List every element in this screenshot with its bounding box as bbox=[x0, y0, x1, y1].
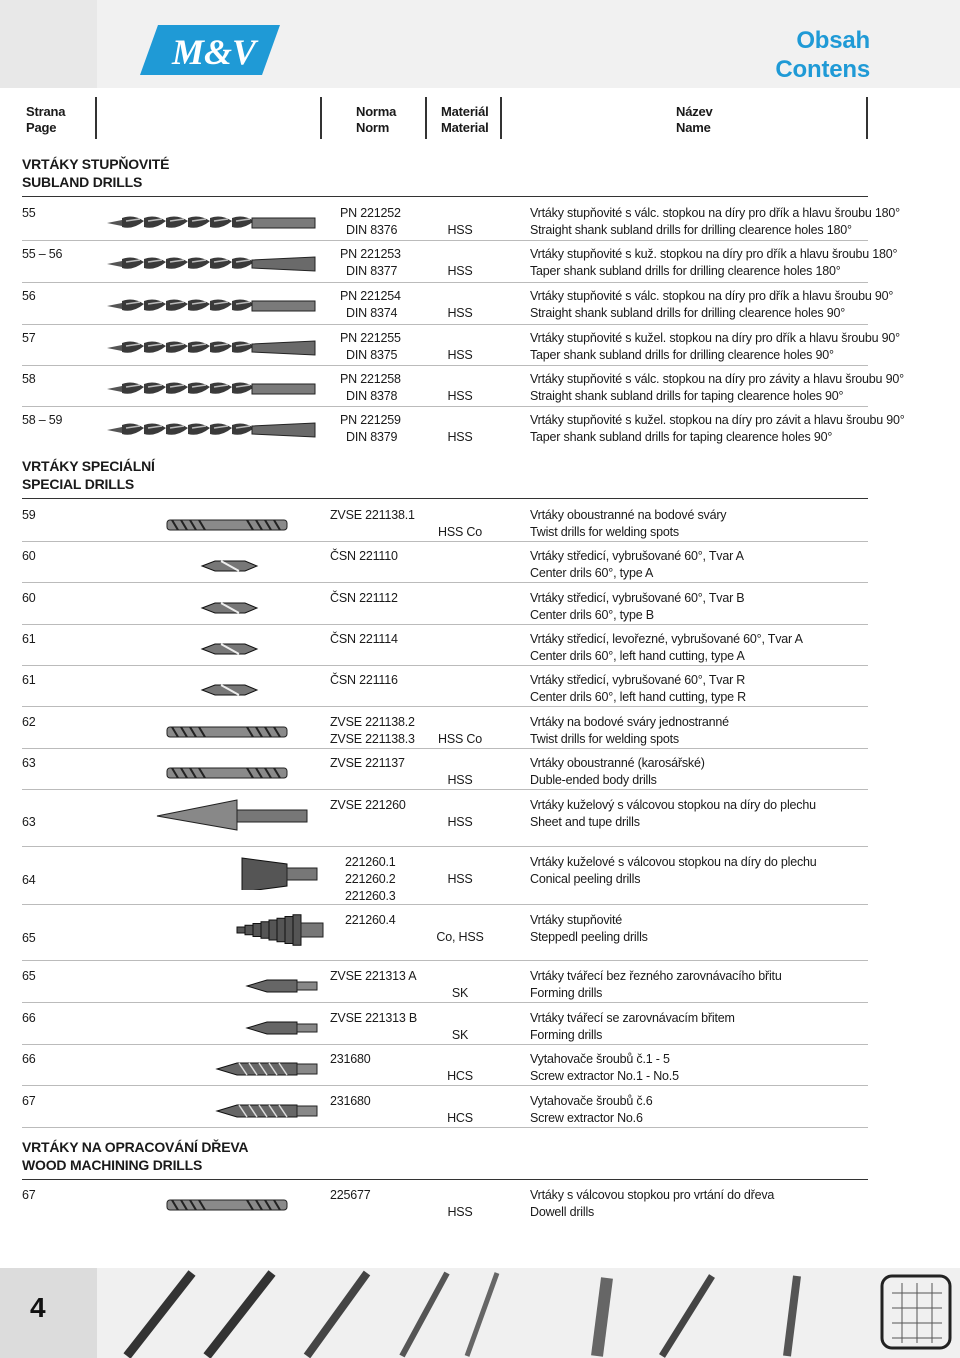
row-name bbox=[530, 412, 905, 446]
column-header bbox=[0, 97, 960, 139]
row-material: HCS bbox=[447, 1069, 473, 1083]
table-row bbox=[0, 548, 960, 584]
row-page: 58 bbox=[22, 372, 36, 386]
welding-spot-drill-icon bbox=[97, 714, 327, 750]
table-row bbox=[0, 288, 960, 324]
row-name-cs: Vrtáky středicí, vybrušované 60°, Tvar R bbox=[530, 673, 746, 687]
row-material: HSS bbox=[447, 348, 473, 362]
row-name-cs: Vrtáky stupňovité s kužel. stopkou na díry pro závit a hlavu šroubu 90° bbox=[530, 413, 905, 427]
row-page: 61 bbox=[22, 673, 36, 687]
row-page: 55 – 56 bbox=[22, 247, 63, 261]
row-page: 65 bbox=[22, 931, 36, 945]
row-material: HSS bbox=[447, 223, 473, 237]
row-name bbox=[530, 755, 705, 789]
row-page: 63 bbox=[22, 756, 36, 770]
row-norm: ČSN 221114 bbox=[330, 632, 398, 646]
row-norm: ZVSE 221138.1 bbox=[330, 508, 415, 522]
table-row bbox=[0, 590, 960, 626]
row-material: HSS bbox=[447, 264, 473, 278]
row-name-en: Taper shank subland drills for drilling clearence holes 90° bbox=[530, 348, 834, 362]
row-name-cs: Vrtáky tvářecí bez řezného zarovnávacího břitu bbox=[530, 969, 782, 983]
subland-drill-taper-icon bbox=[97, 330, 327, 366]
row-divider bbox=[22, 624, 868, 625]
row-name-en: Center drils 60°, left hand cutting, type A bbox=[530, 649, 745, 663]
row-material: HCS bbox=[447, 1111, 473, 1125]
row-name bbox=[530, 1093, 653, 1127]
row-name bbox=[530, 1187, 774, 1221]
table-row bbox=[0, 797, 960, 841]
row-name-en: Twist drills for welding spots bbox=[530, 525, 679, 539]
row-material: HSS bbox=[447, 1205, 473, 1219]
row-page: 66 bbox=[22, 1011, 36, 1025]
row-name bbox=[530, 854, 817, 888]
table-row bbox=[0, 371, 960, 407]
center-drill-icon bbox=[97, 548, 327, 584]
row-name-cs: Vrtáky středicí, levořezné, vybrušované 60°, Tvar A bbox=[530, 632, 803, 646]
row-material: HSS bbox=[447, 306, 473, 320]
section-divider bbox=[22, 498, 868, 499]
row-name bbox=[530, 205, 900, 239]
row-name-en: Dowell drills bbox=[530, 1205, 595, 1219]
row-material: SK bbox=[451, 1028, 469, 1042]
row-name-cs: Vrtáky středicí, vybrušované 60°, Tvar A bbox=[530, 549, 744, 563]
row-name-cs: Vrtáky stupňovité bbox=[530, 913, 623, 927]
row-norm: ZVSE 221313 A bbox=[330, 969, 417, 983]
row-norm: 225677 bbox=[330, 1188, 371, 1202]
conical-peeling-drill-icon bbox=[97, 854, 327, 890]
row-norm: ZVSE 221260 bbox=[330, 798, 406, 812]
svg-text:M&V: M&V bbox=[172, 32, 257, 72]
page-title bbox=[775, 26, 870, 84]
column-divider bbox=[95, 97, 97, 139]
row-page: 59 bbox=[22, 508, 36, 522]
row-material: HSS Co bbox=[438, 732, 482, 746]
row-material: HSS bbox=[447, 430, 473, 444]
row-name-en: Straight shank subland drills for taping clearence holes 90° bbox=[530, 389, 844, 403]
page-number: 4 bbox=[30, 1292, 46, 1323]
screw-extractor-icon bbox=[97, 1051, 327, 1087]
drill-illustration-icon bbox=[127, 1273, 797, 1356]
row-norm: PN 221258 DIN 8378 bbox=[340, 372, 401, 403]
row-divider bbox=[22, 789, 868, 790]
row-divider bbox=[22, 960, 868, 961]
row-name-cs: Vrtáky oboustranné na bodové sváry bbox=[530, 508, 727, 522]
table-row bbox=[0, 1187, 960, 1223]
row-page: 67 bbox=[22, 1188, 36, 1202]
column-divider bbox=[500, 97, 502, 139]
row-name-cs: Vrtáky stupňovité s kuž. stopkou na díry pro dřík a hlavu šroubu 180° bbox=[530, 247, 898, 261]
row-name-cs: Vrtáky tvářecí se zarovnávacím břitem bbox=[530, 1011, 735, 1025]
table-row bbox=[0, 246, 960, 282]
table-row bbox=[0, 205, 960, 241]
row-name bbox=[530, 548, 744, 582]
title-en: Contens bbox=[775, 56, 870, 83]
row-name bbox=[530, 590, 744, 624]
row-divider bbox=[22, 582, 868, 583]
row-page: 63 bbox=[22, 815, 36, 829]
forming-drill-icon bbox=[97, 1010, 327, 1046]
row-name-en: Sheet and tupe drills bbox=[530, 815, 640, 829]
row-norm: 221260.4 bbox=[345, 913, 396, 927]
row-page: 60 bbox=[22, 591, 36, 605]
row-norm: PN 221252 DIN 8376 bbox=[340, 206, 401, 237]
row-name-en: Duble-ended body drills bbox=[530, 773, 657, 787]
col-page: Strana Page bbox=[26, 104, 66, 135]
row-page: 57 bbox=[22, 331, 36, 345]
table-row bbox=[0, 968, 960, 1004]
row-divider bbox=[22, 282, 868, 283]
col-material: Materiál Material bbox=[441, 104, 489, 135]
row-name-en: Screw extractor No.6 bbox=[530, 1111, 643, 1125]
row-norm: PN 221254 DIN 8374 bbox=[340, 289, 401, 320]
row-name bbox=[530, 507, 726, 541]
row-name-cs: Vrtáky středicí, vybrušované 60°, Tvar B bbox=[530, 591, 745, 605]
row-name-en: Screw extractor No.1 - No.5 bbox=[530, 1069, 679, 1083]
row-norm: 231680 bbox=[330, 1052, 371, 1066]
row-divider bbox=[22, 406, 868, 407]
row-name bbox=[530, 797, 816, 831]
row-name-en: Taper shank subland drills for drilling clearence holes 180° bbox=[530, 264, 841, 278]
section-special-drills: VRTÁKY SPECIÁLNÍ SPECIAL DRILLS bbox=[22, 458, 155, 492]
section-wood-drills: VRTÁKY NA OPRACOVÁNÍ DŘEVA WOOD MACHINING DRILLS bbox=[22, 1139, 249, 1173]
row-page: 56 bbox=[22, 289, 36, 303]
row-divider bbox=[22, 324, 868, 325]
table-row bbox=[0, 1010, 960, 1046]
dowel-drill-icon bbox=[97, 1187, 327, 1223]
subland-drill-straight-icon bbox=[97, 205, 327, 241]
row-divider bbox=[22, 1002, 868, 1003]
row-name-cs: Vrtáky stupňovité s válc. stopkou na díry pro dřík a hlavu šroubu 180° bbox=[530, 206, 900, 220]
row-name-en: Conical peeling drills bbox=[530, 872, 641, 886]
row-material: HSS bbox=[447, 389, 473, 403]
row-name bbox=[530, 1010, 735, 1044]
col-name: Název Name bbox=[676, 104, 713, 135]
center-drill-icon bbox=[97, 590, 327, 626]
body-drill-icon bbox=[97, 755, 327, 791]
mv-logo bbox=[140, 20, 280, 80]
row-name bbox=[530, 631, 803, 665]
row-page: 60 bbox=[22, 549, 36, 563]
table-row bbox=[0, 854, 960, 906]
footer-tool-illustrations bbox=[97, 1268, 960, 1358]
row-name bbox=[530, 672, 746, 706]
column-divider bbox=[425, 97, 427, 139]
row-name-en: Center drils 60°, type A bbox=[530, 566, 654, 580]
title-cs: Obsah bbox=[796, 27, 870, 54]
row-divider bbox=[22, 904, 868, 905]
table-row bbox=[0, 631, 960, 667]
section-divider bbox=[22, 196, 868, 197]
row-material: HSS bbox=[447, 773, 473, 787]
row-norm: ZVSE 221137 bbox=[330, 756, 405, 770]
row-divider bbox=[22, 541, 868, 542]
row-name-en: Forming drills bbox=[530, 986, 603, 1000]
row-norm: 221260.1 221260.2 221260.3 bbox=[345, 855, 396, 903]
column-divider bbox=[866, 97, 868, 139]
header-left-block bbox=[0, 0, 97, 88]
row-divider bbox=[22, 846, 868, 847]
center-drill-icon bbox=[97, 631, 327, 667]
screw-extractor-icon bbox=[97, 1093, 327, 1129]
row-norm: PN 221255 DIN 8375 bbox=[340, 331, 401, 362]
row-page: 58 – 59 bbox=[22, 413, 63, 427]
subland-drill-taper-icon bbox=[97, 412, 327, 448]
row-page: 65 bbox=[22, 969, 36, 983]
row-page: 64 bbox=[22, 873, 36, 887]
row-divider bbox=[22, 748, 868, 749]
table-row bbox=[0, 672, 960, 708]
row-norm: ČSN 221116 bbox=[330, 673, 398, 687]
row-divider bbox=[22, 365, 868, 366]
row-divider bbox=[22, 665, 868, 666]
table-row bbox=[0, 755, 960, 791]
col-norm: Norma Norm bbox=[356, 104, 397, 135]
row-norm: ZVSE 221313 B bbox=[330, 1011, 418, 1025]
row-name-en: Forming drills bbox=[530, 1028, 603, 1042]
row-norm: ZVSE 221138.2 ZVSE 221138.3 bbox=[330, 715, 415, 746]
row-name bbox=[530, 1051, 679, 1085]
row-name bbox=[530, 330, 900, 364]
row-name-cs: Vrtáky kuželové s válcovou stopkou na díry do plechu bbox=[530, 855, 817, 869]
table-row bbox=[0, 507, 960, 543]
row-name bbox=[530, 968, 782, 1002]
row-divider bbox=[22, 240, 868, 241]
row-name-en: Taper shank subland drills for taping clearence holes 90° bbox=[530, 430, 833, 444]
row-name bbox=[530, 288, 893, 322]
row-name-cs: Vrtáky stupňovité s válc. stopkou na díry pro dřík a hlavu šroubu 90° bbox=[530, 289, 894, 303]
row-material: HSS bbox=[447, 815, 473, 829]
row-page: 55 bbox=[22, 206, 36, 220]
table-row bbox=[0, 412, 960, 448]
row-page: 66 bbox=[22, 1052, 36, 1066]
row-name bbox=[530, 912, 648, 946]
footer-left-block bbox=[0, 1268, 97, 1358]
table-row bbox=[0, 1051, 960, 1087]
table-row bbox=[0, 1093, 960, 1129]
row-name-cs: Vytahovače šroubů č.6 bbox=[530, 1094, 653, 1108]
row-name-en: Center drils 60°, left hand cutting, type R bbox=[530, 690, 746, 704]
row-name bbox=[530, 714, 729, 748]
row-norm: ČSN 221112 bbox=[330, 591, 398, 605]
row-norm: ČSN 221110 bbox=[330, 549, 398, 563]
subland-drill-straight-icon bbox=[97, 288, 327, 324]
column-divider bbox=[320, 97, 322, 139]
table-row bbox=[0, 912, 960, 948]
row-name-en: Straight shank subland drills for drilling clearence holes 90° bbox=[530, 306, 845, 320]
row-norm: 231680 bbox=[330, 1094, 371, 1108]
row-name-en: Straight shank subland drills for drilling clearence holes 180° bbox=[530, 223, 852, 237]
section-divider bbox=[22, 1179, 868, 1180]
row-material: Co, HSS bbox=[436, 930, 484, 944]
row-name-cs: Vrtáky stupňovité s kužel. stopkou na díry pro dřík a hlavu šroubu 90° bbox=[530, 331, 900, 345]
row-material: SK bbox=[451, 986, 469, 1000]
center-drill-icon bbox=[97, 672, 327, 708]
row-material: HSS bbox=[447, 872, 473, 886]
row-name-en: Center drils 60°, type B bbox=[530, 608, 654, 622]
forming-drill-icon bbox=[97, 968, 327, 1004]
row-norm: PN 221259 DIN 8379 bbox=[340, 413, 401, 444]
row-divider bbox=[22, 706, 868, 707]
table-row bbox=[0, 330, 960, 366]
row-name-cs: Vrtáky na bodové sváry jednostranné bbox=[530, 715, 729, 729]
row-divider bbox=[22, 1085, 868, 1086]
row-name-cs: Vrtáky s válcovou stopkou pro vrtání do dřeva bbox=[530, 1188, 775, 1202]
subland-drill-straight-icon bbox=[97, 371, 327, 407]
row-page: 61 bbox=[22, 632, 36, 646]
row-page: 62 bbox=[22, 715, 36, 729]
double-end-drill-icon bbox=[97, 507, 327, 543]
row-name bbox=[530, 371, 904, 405]
row-name-en: Steppedl peeling drills bbox=[530, 930, 648, 944]
row-divider bbox=[22, 1127, 868, 1128]
row-norm: PN 221253 DIN 8377 bbox=[340, 247, 401, 278]
grid-icon bbox=[882, 1276, 950, 1348]
section-subland-drills: VRTÁKY STUPŇOVITÉ SUBLAND DRILLS bbox=[22, 156, 170, 190]
step-drill-icon bbox=[97, 912, 327, 948]
row-name-cs: Vytahovače šroubů č.1 - 5 bbox=[530, 1052, 670, 1066]
row-name-cs: Vrtáky kuželový s válcovou stopkou na díry do plechu bbox=[530, 798, 816, 812]
row-name-cs: Vrtáky oboustranné (karosářské) bbox=[530, 756, 705, 770]
row-name-en: Twist drills for welding spots bbox=[530, 732, 679, 746]
row-name-cs: Vrtáky stupňovité s válc. stopkou na díry pro závity a hlavu šroubu 90° bbox=[530, 372, 904, 386]
cone-drill-icon bbox=[97, 797, 327, 833]
row-material: HSS Co bbox=[438, 525, 482, 539]
table-row bbox=[0, 714, 960, 750]
row-page: 67 bbox=[22, 1094, 36, 1108]
row-divider bbox=[22, 1044, 868, 1045]
row-name bbox=[530, 246, 897, 280]
subland-drill-taper-icon bbox=[97, 246, 327, 282]
